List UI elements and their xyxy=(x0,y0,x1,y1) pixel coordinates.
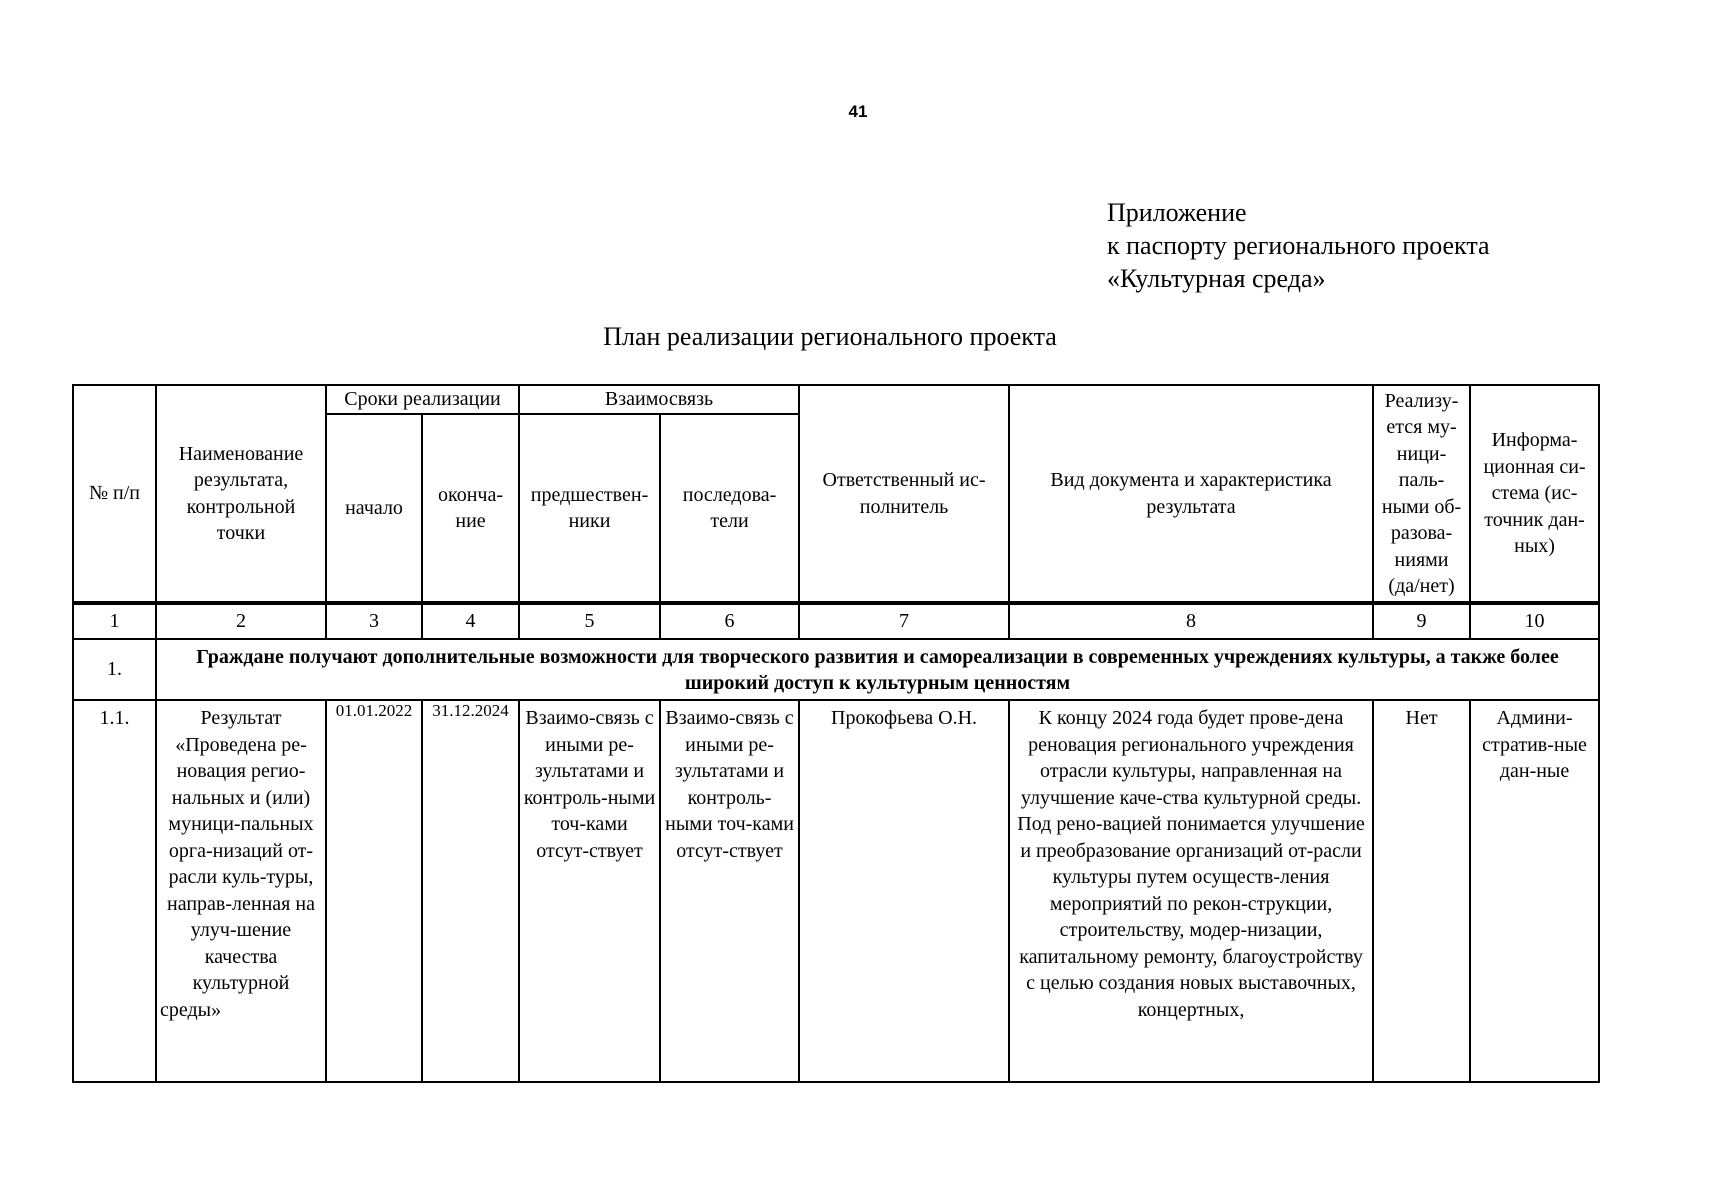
document-title: План реализации регионального проекта xyxy=(603,322,1057,351)
column-number: 4 xyxy=(422,603,519,639)
executor-cell: Прокофьева О.Н. xyxy=(799,700,1009,1082)
section-number: 1. xyxy=(73,639,156,700)
header-end: оконча-ние xyxy=(422,414,519,603)
result-name: Результат «Проведена ре-новация регио-нальных и (или) муници-пальных орга-низаций от-расли куль-туры, направ-ленная на улуч-шение качества культурной среды» xyxy=(156,700,326,1082)
municipal-cell: Нет xyxy=(1373,700,1470,1082)
column-number: 6 xyxy=(660,603,799,639)
appendix-line-1: Приложение xyxy=(1107,198,1247,227)
appendix-line-2: к паспорту регионального проекта xyxy=(1107,231,1490,260)
plan-table xyxy=(72,384,1600,1083)
header-info-system: Информа-ционная си-стема (ис-точник дан-ных) xyxy=(1470,385,1599,603)
table-header-row xyxy=(73,385,1599,414)
column-number: 3 xyxy=(326,603,422,639)
start-date: 01.01.2022 xyxy=(326,700,422,1082)
column-number: 1 xyxy=(73,603,156,639)
header-deadlines: Сроки реализации xyxy=(326,385,519,414)
appendix-line-3: «Культурная среда» xyxy=(1107,264,1326,293)
header-start: начало xyxy=(326,414,422,603)
appendix-note xyxy=(1107,196,1490,295)
column-number: 2 xyxy=(156,603,326,639)
column-number: 7 xyxy=(799,603,1009,639)
section-row xyxy=(73,639,1599,700)
table-row xyxy=(73,700,1599,1082)
end-date: 31.12.2024 xyxy=(422,700,519,1082)
header-name: Наименование результата, контрольной точки xyxy=(156,385,326,603)
successors-cell: Взаимо-связь с иными ре-зультатами и контроль-ными точ-ками отсут-ствует xyxy=(660,700,799,1082)
section-title: Граждане получают дополнительные возможности для творческого развития и самореализации в современных учреждениях культуры, а также более широкий доступ к культурным ценностям xyxy=(156,639,1599,700)
header-predecessors: предшествен-ники xyxy=(519,414,660,603)
column-number: 10 xyxy=(1470,603,1599,639)
header-successors: последова-тели xyxy=(660,414,799,603)
column-number: 5 xyxy=(519,603,660,639)
column-number: 9 xyxy=(1373,603,1470,639)
header-executor: Ответственный ис-полнитель xyxy=(799,385,1009,603)
header-municipal: Реализу-ется му-ници-паль-ными об-разова-ниями (да/нет) xyxy=(1373,385,1470,603)
header-num: № п/п xyxy=(73,385,156,603)
column-numbers-row xyxy=(73,603,1599,639)
info-system-cell: Админи-стратив-ные дан-ные xyxy=(1470,700,1599,1082)
predecessors-cell: Взаимо-связь с иными ре-зультатами и контроль-ными точ-ками отсут-ствует xyxy=(519,700,660,1082)
column-number: 8 xyxy=(1009,603,1373,639)
page-number: 41 xyxy=(848,102,868,121)
header-doc-type: Вид документа и характеристика результата xyxy=(1009,385,1373,603)
doc-type-cell: К концу 2024 года будет прове-дена реновация регионального учреждения отрасли культуры, направленная на улучшение каче-ства культурной среды. Под рено-вацией понимается улучшение и преобразование организаций от-расли культуры путем осуществ-ления мероприятий по рекон-струкции, строительству, модер-низации, капитальному ремонту, благоустройству с целью создания новых выставочных, концертных, xyxy=(1009,700,1373,1082)
row-number: 1.1. xyxy=(73,700,156,1082)
header-relationship: Взаимосвязь xyxy=(519,385,799,414)
